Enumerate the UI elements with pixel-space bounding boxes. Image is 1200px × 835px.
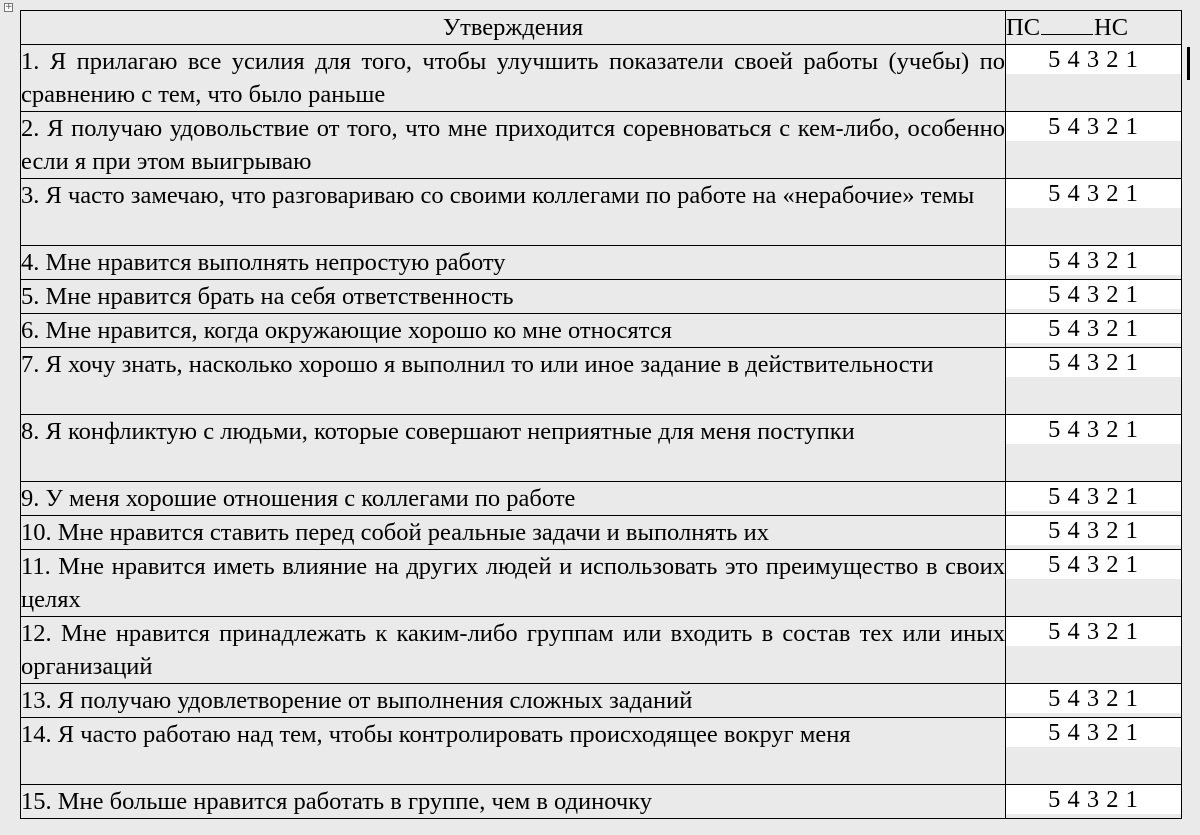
page-edge-marker: [1187, 47, 1190, 80]
score-scale[interactable]: 5 4 3 2 1: [1006, 482, 1181, 511]
score-cell[interactable]: [1006, 179, 1182, 246]
scale-header: [1006, 11, 1182, 45]
score-scale[interactable]: 5 4 3 2 1: [1006, 280, 1181, 309]
statement-text: 2. Я получаю удовольствие от того, что мне приходится соревноваться с кем-либо, особенно если я при этом выигрываю: [21, 112, 1006, 179]
statement-text: 8. Я конфликтую с людьми, которые совершают неприятные для меня поступки: [21, 415, 1006, 482]
table-row: [21, 516, 1182, 550]
statement-text: 3. Я часто замечаю, что разговариваю со своими коллегами по работе на «нерабочие» темы: [21, 179, 1006, 246]
table-row: [21, 617, 1182, 684]
table-row: [21, 112, 1182, 179]
statement-text: 15. Мне больше нравится работать в группе, чем в одиночку: [21, 785, 1006, 819]
table-row: [21, 314, 1182, 348]
statement-text: 13. Я получаю удовлетворение от выполнения сложных заданий: [21, 684, 1006, 718]
statement-text: 9. У меня хорошие отношения с коллегами по работе: [21, 482, 1006, 516]
scale-left-label: ПС: [1006, 14, 1041, 41]
score-cell[interactable]: [1006, 482, 1182, 516]
score-cell[interactable]: [1006, 516, 1182, 550]
score-scale[interactable]: 5 4 3 2 1: [1006, 617, 1181, 646]
score-cell[interactable]: [1006, 785, 1182, 819]
statements-header: Утверждения: [21, 11, 1006, 45]
score-cell[interactable]: [1006, 246, 1182, 280]
score-scale[interactable]: 5 4 3 2 1: [1006, 246, 1181, 275]
score-cell[interactable]: [1006, 550, 1182, 617]
score-scale[interactable]: 5 4 3 2 1: [1006, 785, 1181, 814]
statement-text: 11. Мне нравится иметь влияние на других людей и использовать это преимущество в своих целях: [21, 550, 1006, 617]
statement-text: 10. Мне нравится ставить перед собой реальные задачи и выполнять их: [21, 516, 1006, 550]
score-cell[interactable]: [1006, 617, 1182, 684]
table-row: [21, 179, 1182, 246]
table-row: [21, 246, 1182, 280]
score-cell[interactable]: [1006, 112, 1182, 179]
score-scale[interactable]: 5 4 3 2 1: [1006, 348, 1181, 377]
score-scale[interactable]: 5 4 3 2 1: [1006, 718, 1181, 747]
scale-underline: [1041, 12, 1093, 35]
score-scale[interactable]: 5 4 3 2 1: [1006, 45, 1181, 74]
table-row: [21, 348, 1182, 415]
statement-text: 5. Мне нравится брать на себя ответственность: [21, 280, 1006, 314]
score-cell[interactable]: [1006, 314, 1182, 348]
table-row: [21, 785, 1182, 819]
table-row: [21, 415, 1182, 482]
table-row: [21, 45, 1182, 112]
statement-text: 14. Я часто работаю над тем, чтобы контролировать происходящее вокруг меня: [21, 718, 1006, 785]
table-row: [21, 550, 1182, 617]
statement-text: 1. Я прилагаю все усилия для того, чтобы улучшить показатели своей работы (учебы) по сравнению с тем, что было раньше: [21, 45, 1006, 112]
table-row: [21, 482, 1182, 516]
score-scale[interactable]: 5 4 3 2 1: [1006, 112, 1181, 141]
score-cell[interactable]: [1006, 684, 1182, 718]
score-cell[interactable]: [1006, 718, 1182, 785]
table-row: [21, 280, 1182, 314]
score-scale[interactable]: 5 4 3 2 1: [1006, 415, 1181, 444]
score-cell[interactable]: [1006, 45, 1182, 112]
score-cell[interactable]: [1006, 348, 1182, 415]
score-scale[interactable]: 5 4 3 2 1: [1006, 179, 1181, 208]
scale-right-label: НС: [1094, 14, 1129, 41]
statement-text: 7. Я хочу знать, насколько хорошо я выполнил то или иное задание в действительности: [21, 348, 1006, 415]
header-row: [21, 11, 1182, 45]
score-scale[interactable]: 5 4 3 2 1: [1006, 516, 1181, 545]
statement-text: 4. Мне нравится выполнять непростую работу: [21, 246, 1006, 280]
statement-text: 12. Мне нравится принадлежать к каким-либо группам или входить в состав тех или иных организаций: [21, 617, 1006, 684]
table-row: [21, 718, 1182, 785]
score-scale[interactable]: 5 4 3 2 1: [1006, 314, 1181, 343]
score-cell[interactable]: [1006, 280, 1182, 314]
statement-text: 6. Мне нравится, когда окружающие хорошо ко мне относятся: [21, 314, 1006, 348]
score-scale[interactable]: 5 4 3 2 1: [1006, 550, 1181, 579]
score-scale[interactable]: 5 4 3 2 1: [1006, 684, 1181, 713]
table-move-handle-icon[interactable]: +: [5, 2, 13, 12]
questionnaire-table: [20, 10, 1182, 819]
table-row: [21, 684, 1182, 718]
score-cell[interactable]: [1006, 415, 1182, 482]
